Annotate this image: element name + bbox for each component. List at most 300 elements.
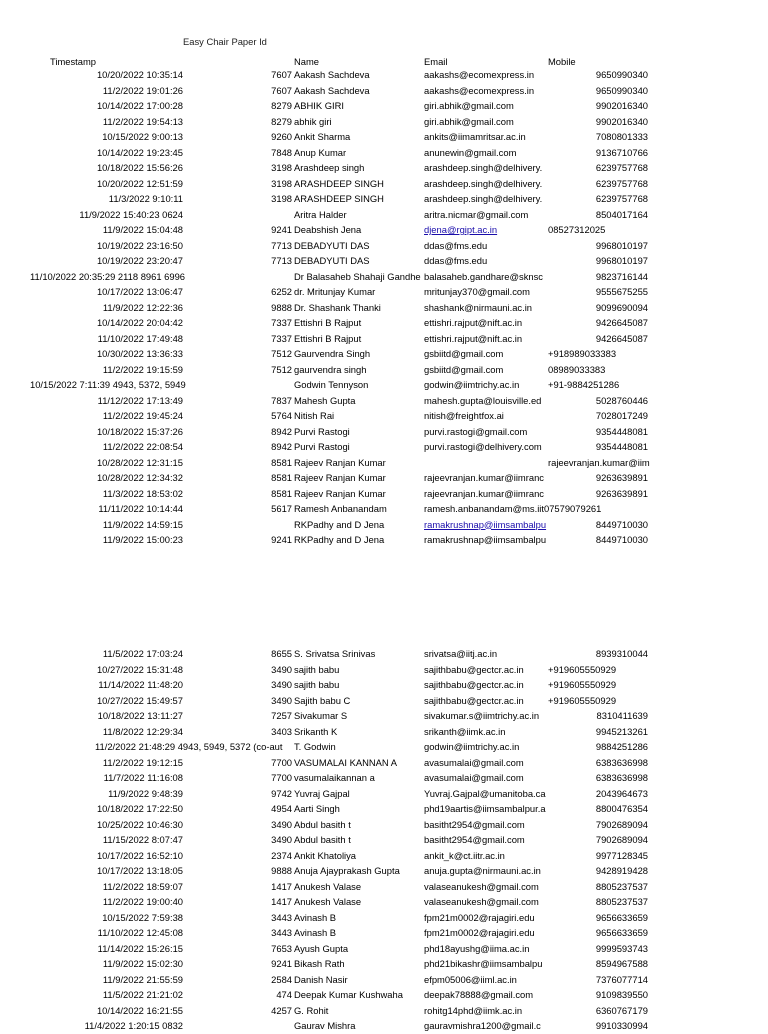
timestamp-cell: 11/2/2022 19:01:26	[102, 84, 183, 96]
name-cell: Srikanth K	[294, 725, 338, 737]
table-row	[0, 284, 768, 300]
mobile-cell: 8310411639	[596, 710, 648, 721]
table-row	[0, 98, 768, 114]
paper-id-cell: 2374	[271, 849, 292, 861]
table-block-top	[0, 67, 768, 548]
table-row	[0, 362, 768, 378]
email-cell: giri.abhik@gmail.com	[424, 115, 514, 127]
table-row	[0, 207, 768, 223]
mobile-cell: +919605550929	[548, 679, 617, 690]
email-cell: rohitg14phd@iimk.ac.in	[424, 1004, 523, 1016]
timestamp-cell: 10/14/2022 16:21:55	[96, 1004, 183, 1016]
paper-id-cell: 7257	[271, 710, 292, 721]
email-cell: ankits@iimamritsar.ac.in	[424, 131, 526, 142]
timestamp-cell: 11/14/2022 11:48:20	[98, 679, 183, 690]
timestamp-cell: 11/5/2022 21:21:02	[102, 989, 183, 1000]
email-cell: balasaheb.gandhare@sknsc	[424, 270, 543, 282]
paper-id-cell: 1417	[271, 896, 292, 907]
mobile-cell: 6239757768	[595, 177, 648, 189]
table-row	[0, 346, 768, 362]
timestamp-cell: 10/14/2022 19:23:45	[96, 146, 183, 158]
mobile-cell: 08989033383	[548, 363, 606, 375]
name-cell: Rajeev Ranjan Kumar	[294, 487, 386, 499]
timestamp-cell: 11/11/2022 10:14:44	[98, 503, 183, 514]
name-cell: abhik giri	[294, 115, 332, 127]
paper-id-cell: 8942	[271, 441, 292, 452]
email-cell: mahesh.gupta@louisville.ed	[424, 394, 542, 406]
name-cell: Bikash Rath	[294, 958, 345, 969]
table-row	[0, 160, 768, 176]
timestamp-cell: 10/27/2022 15:49:57	[96, 694, 183, 706]
paper-id-cell: 3490	[271, 694, 292, 706]
paper-id-cell: 1417	[271, 880, 292, 892]
email-cell: ramesh.anbanandam@ms.iit07579079261	[424, 503, 602, 514]
timestamp-cell: 10/20/2022 10:35:14	[96, 69, 183, 80]
name-cell: Ankit Sharma	[294, 131, 351, 142]
mobile-cell: 7080801333	[595, 131, 648, 142]
timestamp-cell: 11/15/2022 8:07:47	[102, 834, 183, 845]
name-cell: Nitish Rai	[294, 410, 335, 421]
paper-id-cell: 8581	[271, 456, 292, 468]
timestamp-cell: 11/9/2022 14:59:15	[102, 518, 183, 530]
paper-id-cell: 3490	[271, 834, 292, 845]
mobile-cell: 08527312025	[548, 224, 606, 235]
timestamp-cell: 10/25/2022 10:46:30	[96, 818, 183, 830]
table-row	[0, 786, 768, 802]
name-cell: Danish Nasir	[294, 973, 348, 985]
timestamp-cell: 10/17/2022 13:06:47	[96, 286, 183, 297]
email-cell: anunewin@gmail.com	[424, 146, 517, 158]
timestamp-cell: 11/9/2022 15:02:30	[102, 958, 183, 969]
name-cell: Aarti Singh	[294, 803, 340, 814]
timestamp-cell: 11/10/2022 12:45:08	[97, 927, 183, 938]
name-cell: Godwin Tennyson	[294, 379, 369, 390]
name-cell: Ankit Khatoliya	[294, 849, 357, 861]
table-row	[0, 1018, 768, 1034]
timestamp-cell: 10/17/2022 13:18:05	[96, 865, 183, 876]
mobile-cell: 9999593743	[595, 942, 648, 954]
name-cell: sajith babu	[294, 679, 340, 690]
name-cell: Aritra Halder	[294, 208, 347, 220]
paper-id-cell: 3443	[271, 927, 292, 938]
name-cell: Gaurvendra Singh	[294, 348, 371, 359]
table-row	[0, 532, 768, 548]
paper-id-cell: 7337	[271, 332, 292, 344]
paper-id-cell: 9241	[271, 534, 292, 545]
email-cell: ankit_k@ct.iitr.ac.in	[424, 849, 505, 861]
mobile-cell: +918989033383	[548, 348, 617, 359]
email-cell: nitish@freightfox.ai	[424, 410, 504, 421]
email-cell: phd21bikashr@iimsambalpu	[424, 958, 543, 969]
table-row	[0, 972, 768, 988]
name-cell: ARASHDEEP SINGH	[294, 177, 384, 189]
timestamp-cell: 10/27/2022 15:31:48	[96, 663, 183, 675]
header-name: Name	[294, 56, 320, 67]
timestamp-cell: 11/3/2022 9:10:11	[108, 193, 183, 204]
paper-id-cell: 7837	[271, 394, 292, 406]
name-cell: S. Srivatsa Srinivas	[294, 648, 376, 659]
paper-id-cell: 8581	[271, 487, 292, 499]
table-row	[0, 646, 768, 662]
email-cell: arashdeep.singh@delhivery.	[424, 193, 543, 204]
timestamp-cell: 11/7/2022 11:16:08	[103, 772, 183, 783]
mobile-cell: 9884251286	[595, 741, 648, 752]
name-cell: Dr Balasaheb Shahaji Gandhe	[294, 270, 421, 282]
name-cell: gaurvendra singh	[294, 363, 367, 375]
name-cell: Rajeev Ranjan Kumar	[294, 456, 386, 468]
table-row	[0, 408, 768, 424]
paper-id-cell: 3403	[271, 725, 292, 737]
mobile-cell: 8939310044	[595, 648, 648, 659]
mobile-cell: 5028760446	[595, 394, 648, 406]
email-cell: giri.abhik@gmail.com	[424, 100, 514, 111]
email-cell: purvi.rastogi@delhivery.com	[424, 441, 542, 452]
mobile-cell: 8449710030	[595, 518, 648, 530]
email-cell: godwin@iimtrichy.ac.in	[424, 741, 520, 752]
paper-id-cell: 7700	[271, 756, 292, 768]
name-cell: Anup Kumar	[294, 146, 347, 158]
paper-id-cell: 8279	[271, 100, 292, 111]
table-row	[0, 956, 768, 972]
mobile-cell: 9968010197	[595, 239, 648, 251]
email-cell: phd18ayushg@iima.ac.in	[424, 942, 530, 954]
email-cell: mritunjay370@gmail.com	[424, 286, 530, 297]
name-cell: Aakash Sachdeva	[294, 69, 370, 80]
timestamp-cell: 10/20/2022 12:51:59	[96, 177, 183, 189]
email-cell: srikanth@iimk.ac.in	[424, 725, 506, 737]
email-cell: ettishri.rajput@nift.ac.in	[424, 317, 523, 328]
paper-id-cell: 7607	[271, 84, 292, 96]
name-cell: Anukesh Valase	[294, 896, 362, 907]
email-cell: gsbiitd@gmail.com	[424, 363, 504, 375]
mobile-cell: 9428919428	[595, 865, 648, 876]
paper-id-cell: 8942	[271, 425, 292, 437]
table-row	[0, 925, 768, 941]
paper-id-cell: 9241	[271, 958, 292, 969]
mobile-cell: 9109839550	[595, 989, 648, 1000]
name-cell: Ettishri B Rajput	[294, 332, 362, 344]
timestamp-cell: 11/12/2022 17:13:49	[97, 394, 183, 406]
name-cell: Anukesh Valase	[294, 880, 362, 892]
timestamp-cell: 10/17/2022 16:52:10	[96, 849, 183, 861]
table-row	[0, 693, 768, 709]
email-cell: ddas@fms.edu	[424, 239, 488, 251]
email-cell: sajithbabu@gectcr.ac.in	[424, 663, 524, 675]
name-cell: Gaurav Mishra	[294, 1020, 356, 1031]
mobile-cell: 6239757768	[595, 193, 648, 204]
table-row	[0, 176, 768, 192]
timestamp-cell: 10/30/2022 13:36:33	[96, 348, 183, 359]
mobile-cell: 9263639891	[595, 487, 648, 499]
mobile-cell: 8800476354	[595, 803, 648, 814]
name-cell: Arashdeep singh	[294, 162, 365, 173]
table-row	[0, 817, 768, 833]
paper-id-cell: 7713	[271, 255, 292, 266]
email-cell: aakashs@ecomexpress.in	[424, 69, 535, 80]
email-cell: aakashs@ecomexpress.in	[424, 84, 535, 96]
table-row	[0, 222, 768, 238]
email-cell: ramakrushnap@iimsambalpu	[424, 534, 547, 545]
table-row	[0, 801, 768, 817]
name-cell: Abdul basith t	[294, 818, 351, 830]
email-cell: anuja.gupta@nirmauni.ac.in	[424, 865, 541, 876]
mobile-cell: 9099690094	[595, 301, 648, 313]
timestamp-cell: 11/4/2022 1:20:15 0832	[84, 1020, 183, 1031]
name-cell: Aakash Sachdeva	[294, 84, 370, 96]
timestamp-cell: 11/2/2022 19:15:59	[102, 363, 183, 375]
name-cell: dr. Mritunjay Kumar	[294, 286, 376, 297]
timestamp-cell: 11/2/2022 22:08:54	[102, 441, 183, 452]
email-cell: avasumalai@gmail.com	[424, 756, 524, 768]
mobile-cell: 8805237537	[595, 896, 648, 907]
timestamp-cell: 10/14/2022 17:00:28	[96, 100, 183, 111]
mobile-cell: 9555675255	[595, 286, 648, 297]
name-cell: ARASHDEEP SINGH	[294, 193, 384, 204]
table-row	[0, 662, 768, 678]
table-row	[0, 300, 768, 316]
paper-id-cell: 6252	[271, 286, 292, 297]
mobile-cell: 9902016340	[595, 100, 648, 111]
table-row	[0, 331, 768, 347]
name-cell: Sivakumar S	[294, 710, 348, 721]
name-cell: VASUMALAI KANNAN A	[294, 756, 397, 768]
paper-id-cell: 8581	[271, 472, 292, 483]
paper-id-cell: 9260	[271, 131, 292, 142]
table-row	[0, 770, 768, 786]
mobile-cell: rajeevranjan.kumar@iim	[548, 456, 650, 468]
mobile-cell: 9902016340	[595, 115, 648, 127]
paper-id-cell: 3198	[271, 162, 292, 173]
name-cell: ABHIK GIRI	[294, 100, 345, 111]
email-cell: valaseanukesh@gmail.com	[424, 896, 539, 907]
timestamp-cell: 10/18/2022 15:56:26	[96, 162, 183, 173]
timestamp-cell: 10/28/2022 12:31:15	[96, 456, 183, 468]
paper-id-cell: 3490	[271, 818, 292, 830]
table-row	[0, 832, 768, 848]
table-row	[0, 724, 768, 740]
email-cell: godwin@iimtrichy.ac.in	[424, 379, 520, 390]
name-cell: Yuvraj Gajpal	[294, 787, 350, 799]
mobile-cell: 9910330994	[595, 1020, 648, 1031]
email-cell: sivakumar.s@iimtrichy.ac.in	[424, 710, 540, 721]
table-row	[0, 67, 768, 83]
paper-id-cell: 5617	[271, 503, 292, 514]
timestamp-cell: 11/9/2022 15:04:48	[102, 224, 183, 235]
mobile-cell: 6239757768	[595, 162, 648, 173]
table-row	[0, 129, 768, 145]
timestamp-cell: 11/9/2022 15:00:23	[102, 534, 183, 545]
timestamp-cell: 11/2/2022 19:54:13	[102, 115, 183, 127]
mobile-cell: +919605550929	[548, 694, 617, 706]
paper-id-cell: 9888	[271, 865, 292, 876]
paper-id-cell: 3490	[271, 679, 292, 690]
timestamp-cell: 11/9/2022 21:55:59	[102, 973, 183, 985]
name-cell: Ramesh Anbanandam	[294, 503, 387, 514]
email-cell: gsbiitd@gmail.com	[424, 348, 504, 359]
timestamp-cell: 11/10/2022 17:49:48	[97, 332, 183, 344]
email-cell: basitht2954@gmail.com	[424, 818, 525, 830]
timestamp-cell: 10/19/2022 23:20:47	[96, 255, 183, 266]
table-row	[0, 269, 768, 285]
paper-id-cell: 7512	[271, 363, 292, 375]
mobile-cell: 7902689094	[595, 834, 648, 845]
timestamp-cell: 11/9/2022 15:40:23 0624	[79, 208, 183, 220]
table-row	[0, 879, 768, 895]
paper-id-cell: 4257	[271, 1004, 292, 1016]
table-row	[0, 377, 768, 393]
mobile-cell: 9136710766	[595, 146, 648, 158]
timestamp-cell: 11/2/2022 21:48:29 4943, 5949, 5372 (co-aut	[95, 741, 283, 752]
email-cell: deepak78888@gmail.com	[424, 989, 534, 1000]
timestamp-cell: 11/8/2022 12:29:34	[102, 725, 183, 737]
email-cell: efpm05006@iiml.ac.in	[424, 973, 517, 985]
timestamp-cell: 11/9/2022 12:22:36	[102, 301, 183, 313]
paper-id-cell: 7848	[271, 146, 292, 158]
mobile-cell: 9650990340	[595, 84, 648, 96]
table-row	[0, 238, 768, 254]
name-cell: Avinash B	[294, 927, 337, 938]
name-cell: Abdul basith t	[294, 834, 351, 845]
paper-id-cell: 9241	[271, 224, 292, 235]
mobile-cell: 8594967588	[595, 958, 648, 969]
mobile-cell: 6383636998	[595, 756, 648, 768]
email-cell: avasumalai@gmail.com	[424, 772, 524, 783]
timestamp-cell: 10/19/2022 23:16:50	[96, 239, 183, 251]
name-cell: Deabshish Jena	[294, 224, 362, 235]
paper-id-cell: 7337	[271, 317, 292, 328]
table-row	[0, 910, 768, 926]
name-cell: G. Rohit	[294, 1004, 329, 1016]
email-cell: sajithbabu@gectcr.ac.in	[424, 679, 524, 690]
paper-id-cell: 3198	[271, 177, 292, 189]
mobile-cell: 6360767179	[595, 1004, 648, 1016]
table-row	[0, 470, 768, 486]
mobile-cell: 9656633659	[595, 911, 648, 923]
table-row	[0, 677, 768, 693]
name-cell: Sajith babu C	[294, 694, 351, 706]
paper-id-cell: 7653	[271, 942, 292, 954]
name-cell: vasumalaikannan a	[294, 772, 375, 783]
timestamp-cell: 11/2/2022 19:45:24	[102, 410, 183, 421]
paper-id-cell: 4954	[271, 803, 292, 814]
email-cell[interactable]: djena@rgipt.ac.in	[424, 224, 498, 235]
table-row	[0, 517, 768, 533]
email-cell: phd19aartis@iimsambalpur.a	[424, 803, 546, 814]
mobile-cell: 9426645087	[595, 332, 648, 344]
mobile-cell: 9263639891	[595, 472, 648, 483]
mobile-cell: 9945213261	[595, 725, 648, 737]
timestamp-cell: 11/10/2022 20:35:29 2118 8961 6996	[30, 270, 186, 282]
table-row	[0, 439, 768, 455]
table-row	[0, 424, 768, 440]
paper-id-cell: 7700	[271, 772, 292, 783]
email-cell: basitht2954@gmail.com	[424, 834, 525, 845]
sheet-title-cut: Easy Chair Paper Id	[183, 36, 267, 47]
email-cell: sajithbabu@gectcr.ac.in	[424, 694, 524, 706]
table-row	[0, 987, 768, 1003]
table-row	[0, 1003, 768, 1019]
table-row	[0, 145, 768, 161]
email-cell: arashdeep.singh@delhivery.	[424, 177, 543, 189]
email-cell: fpm21m0002@rajagiri.edu	[424, 927, 535, 938]
mobile-cell: 7028017249	[595, 410, 648, 421]
header-email: Email	[424, 56, 448, 67]
table-row	[0, 941, 768, 957]
table-row	[0, 83, 768, 99]
timestamp-cell: 10/28/2022 12:34:32	[96, 472, 183, 483]
email-cell: srivatsa@iitj.ac.in	[424, 648, 498, 659]
email-cell: fpm21m0002@rajagiri.edu	[424, 911, 535, 923]
email-cell: aritra.nicmar@gmail.com	[424, 208, 529, 220]
table-row	[0, 894, 768, 910]
name-cell: Ettishri B Rajput	[294, 317, 362, 328]
header-mobile: Mobile	[548, 56, 576, 67]
email-cell: rajeevranjan.kumar@iimranc	[424, 487, 544, 499]
table-row	[0, 848, 768, 864]
table-row	[0, 315, 768, 331]
timestamp-cell: 11/2/2022 19:12:15	[102, 756, 183, 768]
mobile-cell: 9354448081	[595, 441, 648, 452]
name-cell: Deepak Kumar Kushwaha	[294, 989, 403, 1000]
paper-id-cell: 3443	[271, 911, 292, 923]
timestamp-cell: 10/15/2022 7:59:38	[102, 911, 183, 923]
email-cell: ettishri.rajput@nift.ac.in	[424, 332, 523, 344]
paper-id-cell: 3490	[271, 663, 292, 675]
timestamp-cell: 11/2/2022 18:59:07	[102, 880, 183, 892]
paper-id-cell: 9742	[271, 787, 292, 799]
paper-id-cell: 9888	[271, 301, 292, 313]
timestamp-cell: 11/5/2022 17:03:24	[102, 648, 183, 659]
name-cell: Dr. Shashank Thanki	[294, 301, 381, 313]
table-row	[0, 863, 768, 879]
mobile-cell: 9823716144	[595, 270, 648, 282]
mobile-cell: 7376077714	[595, 973, 648, 985]
email-cell: Yuvraj.Gajpal@umanitoba.ca	[424, 787, 546, 799]
name-cell: Purvi Rastogi	[294, 441, 350, 452]
paper-id-cell: 8279	[271, 115, 292, 127]
name-cell: Purvi Rastogi	[294, 425, 350, 437]
paper-id-cell: 5764	[271, 410, 292, 421]
mobile-cell: 9656633659	[595, 927, 648, 938]
timestamp-cell: 11/9/2022 9:48:39	[108, 787, 183, 799]
mobile-cell: 7902689094	[595, 818, 648, 830]
timestamp-cell: 11/14/2022 15:26:15	[97, 942, 183, 954]
paper-id-cell: 8655	[271, 648, 292, 659]
email-cell[interactable]: ramakrushnap@iimsambalpu	[424, 518, 547, 530]
table-row	[0, 455, 768, 471]
table-row	[0, 739, 768, 755]
email-cell: ddas@fms.edu	[424, 255, 488, 266]
timestamp-cell: 10/18/2022 17:22:50	[96, 803, 183, 814]
name-cell: DEBADYUTI DAS	[294, 239, 370, 251]
table-row	[0, 708, 768, 724]
email-cell: gauravmishra1200@gmail.c	[424, 1020, 541, 1031]
mobile-cell: 9977128345	[595, 849, 648, 861]
table-row	[0, 393, 768, 409]
name-cell: Mahesh Gupta	[294, 394, 356, 406]
email-cell: purvi.rastogi@gmail.com	[424, 425, 528, 437]
mobile-cell: 2043964673	[595, 787, 648, 799]
mobile-cell: 9968010197	[595, 255, 648, 266]
email-cell: shashank@nirmauni.ac.in	[424, 301, 533, 313]
email-cell: rajeevranjan.kumar@iimranc	[424, 472, 544, 483]
timestamp-cell: 11/3/2022 18:53:02	[102, 487, 183, 499]
name-cell: Ayush Gupta	[294, 942, 349, 954]
name-cell: sajith babu	[294, 663, 340, 675]
name-cell: Rajeev Ranjan Kumar	[294, 472, 386, 483]
name-cell: DEBADYUTI DAS	[294, 255, 370, 266]
email-cell: arashdeep.singh@delhivery.	[424, 162, 543, 173]
